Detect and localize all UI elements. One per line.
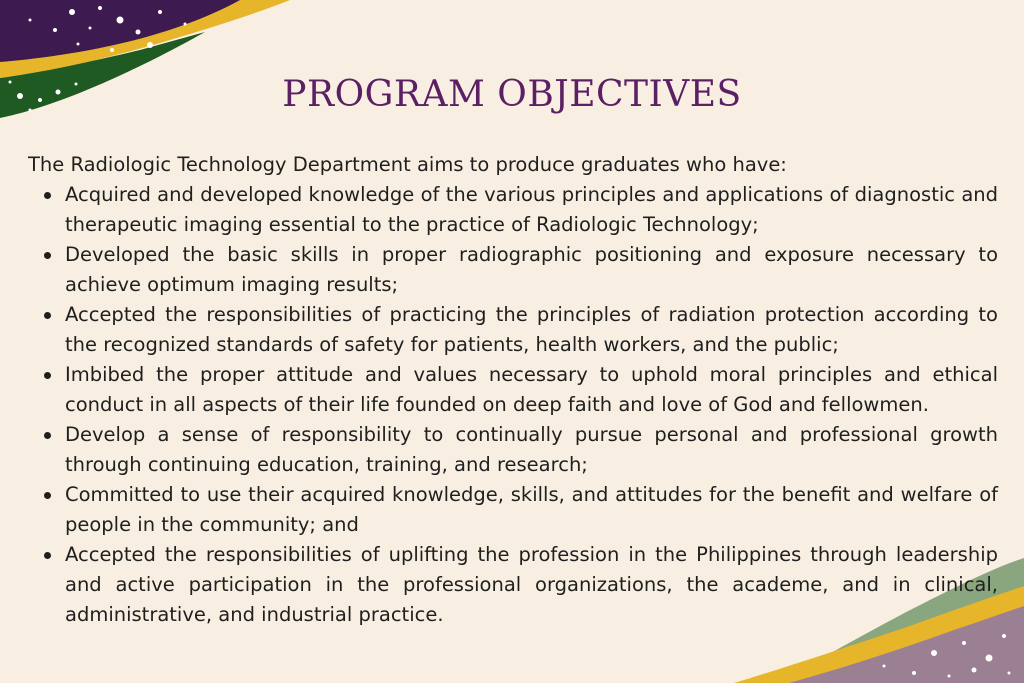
bullet-icon — [44, 312, 51, 319]
bullet-icon — [44, 492, 51, 499]
objective-item — [28, 360, 998, 420]
objective-item — [28, 540, 998, 630]
page-title: PROGRAM OBJECTIVES — [282, 74, 742, 115]
objective-text: Committed to use their acquired knowledge, skills, and attitudes for the benefit and welfare of people in the community; and — [65, 483, 998, 536]
objective-item — [28, 240, 998, 300]
objective-item — [28, 300, 998, 360]
bullet-icon — [44, 432, 51, 439]
objective-text: Accepted the responsibilities of uplifting the profession in the Philippines through leadership and active participation in the professional organizations, the academe, and in clinical, administrative, and industrial practice. — [65, 543, 998, 626]
intro-text: The Radiologic Technology Department aims to produce graduates who have: — [28, 153, 787, 176]
bullet-icon — [44, 192, 51, 199]
objective-item — [28, 420, 998, 480]
objective-text: Developed the basic skills in proper radiographic positioning and exposure necessary to achieve optimum imaging results; — [65, 243, 998, 296]
bullet-icon — [44, 252, 51, 259]
objective-text: Accepted the responsibilities of practicing the principles of radiation protection according to the recognized standards of safety for patients, health workers, and the public; — [65, 303, 998, 356]
objective-text: Develop a sense of responsibility to continually pursue personal and professional growth through continuing education, training, and research; — [65, 423, 998, 476]
objective-item — [28, 180, 998, 240]
objectives-list — [28, 180, 998, 630]
bullet-icon — [44, 372, 51, 379]
bullet-icon — [44, 552, 51, 559]
objective-text: Acquired and developed knowledge of the various principles and applications of diagnostic and therapeutic imaging essential to the practice of Radiologic Technology; — [65, 183, 998, 236]
objective-text: Imbibed the proper attitude and values necessary to uphold moral principles and ethical conduct in all aspects of their life founded on deep faith and love of God and fellowmen. — [65, 363, 998, 416]
objective-item — [28, 480, 998, 540]
